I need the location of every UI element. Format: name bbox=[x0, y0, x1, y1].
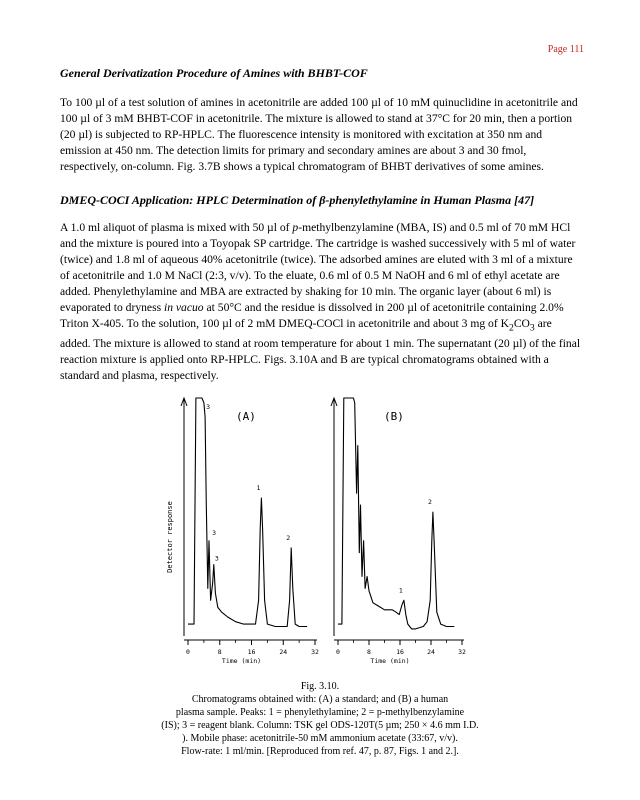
x-tick-label: 8 bbox=[217, 648, 222, 656]
caption-line: (IS); 3 = reagent blank. Column: TSK gel ODS-120T(5 µm; 250 × 4.6 mm I.D. bbox=[161, 720, 479, 731]
section-heading-bhbt-cof: General Derivatization Procedure of Amines with BHBT-COF bbox=[60, 66, 368, 80]
caption-line: plasma sample. Peaks: 1 = phenylethylamine; 2 = p-methylbenzylamine bbox=[175, 707, 465, 718]
peak-label: 2 bbox=[427, 498, 432, 507]
chromatogram-trace bbox=[188, 398, 307, 627]
heading-part: DMEQ-COCI Application: HPLC Determination of bbox=[60, 193, 320, 207]
chromatogram-figure bbox=[160, 388, 490, 673]
x-tick-label: 24 bbox=[279, 648, 288, 656]
paragraph-dmeq-cocl-procedure bbox=[60, 220, 585, 384]
heading-beta: β bbox=[319, 193, 326, 207]
x-tick-label: 0 bbox=[186, 648, 190, 656]
section-heading-dmeq-cocl bbox=[60, 193, 534, 208]
x-tick-label: 16 bbox=[396, 648, 404, 656]
y-axis-label: Detector response bbox=[166, 501, 174, 573]
text-run: -methylbenzylamine (MBA, IS) and 0.5 ml of 70 mM HCl and the mixture is poured into a Toyopak SP cartridge. The cartridge is washed successively with 5 ml of water (twice) and 1.8 ml of aqueous 40% acetonitrile (twice). The adsorbed amines are eluted with 3 ml of a mixture of acetonitrile and 1.0 M NaCl (2:3, v/v). To the eluate, 0.6 ml of 0.5 M NaOH and 6 ml of ethyl acetate are added. Phenylethylamine and MBA are extracted by shaking for 10 min. The organic layer (about 6 ml) is evaporated to dryness bbox=[60, 221, 576, 314]
text-italic: p bbox=[292, 221, 299, 234]
paragraph-text bbox=[60, 220, 585, 384]
x-tick-label: 8 bbox=[367, 648, 371, 656]
x-tick-label: 16 bbox=[247, 648, 256, 656]
paragraph-text: To 100 µl of a test solution of amines in acetonitrile are added 100 µl of 10 mM quinuclidine in acetonitrile and 100 µl of 3 mM BHBT-COF in acetonitrile. The mixture is allowed to stand at 37°C for 20 min, then a portion (20 µl) is subjected to RP-HPLC. The fluorescence intensity is monitored with excitation at 350 nm and emission at 450 nm. The detection limits for primary and secondary amines are about 3 and 30 fmol, respectively, on-column. Fig. 3.7B shows a typical chromatogram of BHBT derivatives of some amines. bbox=[60, 96, 578, 173]
text-italic: in vacuo bbox=[164, 301, 204, 314]
peak-label: 2 bbox=[286, 533, 291, 542]
caption-line: Chromatograms obtained with: (A) a standard; and (B) a human bbox=[191, 694, 449, 705]
peak-label: 1 bbox=[398, 586, 403, 595]
x-axis-label: Time (min) bbox=[370, 657, 410, 665]
text-run: at 50°C and the residue is dissolved in 200 µl of acetonitrile containing 2.0% Triton X-405. To the solution, 100 µl of 2 mM DMEQ-COCl in acetonitrile and about 3 mg of K bbox=[60, 301, 564, 330]
x-axis-label: Time (min) bbox=[221, 657, 262, 665]
text-run: CO bbox=[513, 317, 530, 330]
text-run: A 1.0 ml aliquot of plasma is mixed with 50 µl of bbox=[60, 221, 293, 234]
peak-label: 3 bbox=[206, 403, 211, 412]
caption-line: Fig. 3.10. bbox=[300, 681, 340, 692]
x-tick-label: 24 bbox=[427, 648, 435, 656]
paragraph-bhbt-cof-procedure bbox=[60, 95, 585, 175]
x-tick-label: 32 bbox=[311, 648, 319, 656]
peak-label: 3 bbox=[214, 554, 219, 563]
x-tick-label: 0 bbox=[336, 648, 340, 656]
chromatogram-trace bbox=[338, 398, 454, 629]
text-run: are added. The mixture is allowed to stand at room temperature for about 1 min. The supernatant (20 µl) of the final reaction mixture is applied onto RP-HPLC. Figs. 3.10A and B are typical chromatograms obtained with a standard and plasma, respectively. bbox=[60, 317, 581, 383]
heading-part: -phenylethylamine in Human Plasma [47] bbox=[325, 193, 535, 207]
page-number: Page 111 bbox=[547, 44, 584, 55]
figure-3-10 bbox=[160, 388, 490, 673]
subscript: 2 bbox=[508, 322, 514, 334]
figure-caption bbox=[120, 680, 520, 758]
caption-line: ). Mobile phase: acetonitrile-50 mM ammonium acetate (33:67, v/v). bbox=[182, 733, 458, 744]
panel-label: (A) bbox=[236, 410, 256, 423]
subscript: 3 bbox=[529, 322, 535, 334]
caption-line: Flow-rate: 1 ml/min. [Reproduced from ref. 47, p. 87, Figs. 1 and 2.]. bbox=[181, 746, 459, 757]
peak-label: 3 bbox=[212, 528, 216, 537]
panel-label: (B) bbox=[384, 410, 404, 423]
x-tick-label: 32 bbox=[458, 648, 466, 656]
peak-label: 1 bbox=[256, 483, 261, 492]
